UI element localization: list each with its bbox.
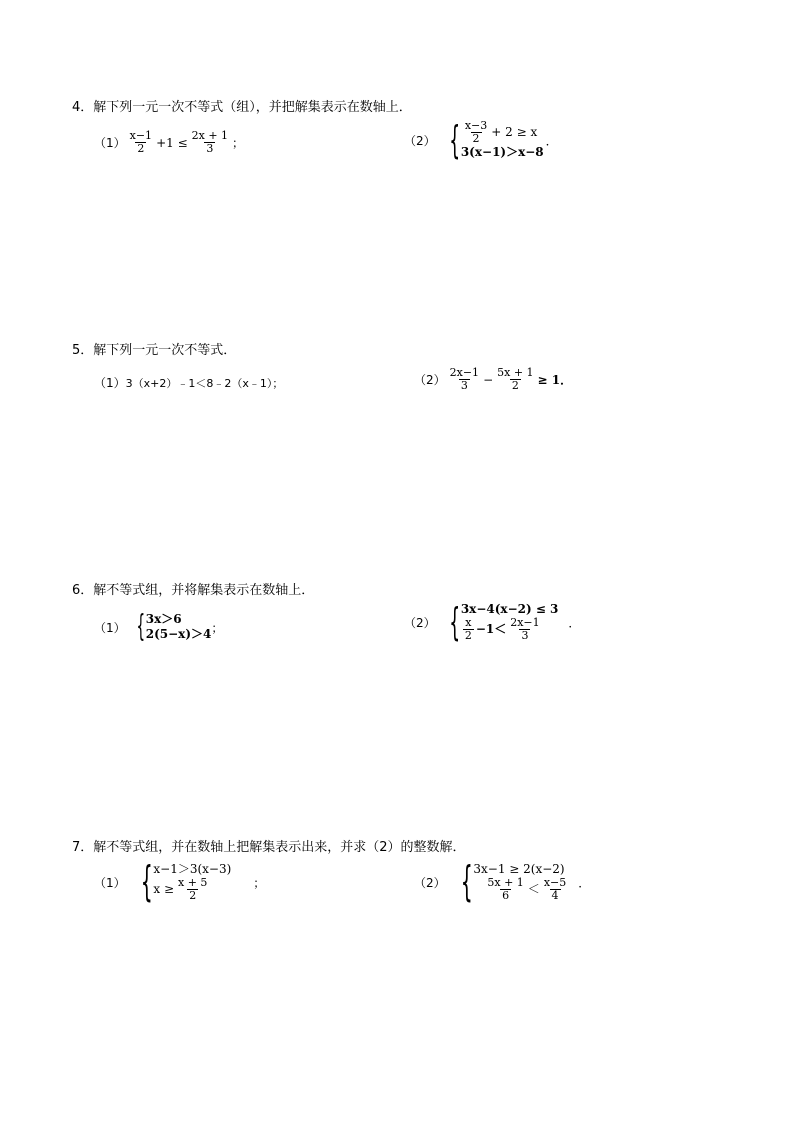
q6-heading: 6．解不等式组，并将解集表示在数轴上． <box>72 583 315 598</box>
q6-part1-system <box>126 609 212 644</box>
q7-part2-end: ． <box>578 875 591 890</box>
q6-part2-system <box>436 602 559 642</box>
fraction-denominator: 3 <box>460 379 468 392</box>
q6-part1-line2: 2(5−x)＞4 <box>145 627 212 641</box>
q5-part2 <box>414 367 572 392</box>
q6-part2-line2-mid: −1＜ <box>475 622 507 636</box>
q6-part1-end: ； <box>211 620 224 635</box>
q7-part2 <box>414 857 591 906</box>
fraction-denominator: 2 <box>511 379 519 392</box>
q4-part1-fraction-1 <box>128 130 154 155</box>
fraction-numerator: 5x + 1 <box>497 366 534 379</box>
q5-part2-rest: ≥ 1． <box>537 373 573 387</box>
fraction-numerator: x <box>465 616 472 629</box>
fraction-denominator: 4 <box>551 889 559 902</box>
fraction-numerator: 2x−1 <box>510 616 540 629</box>
fraction-denominator: 2 <box>137 142 145 155</box>
q5-part1 <box>94 374 283 391</box>
fraction-numerator: x−5 <box>543 876 567 889</box>
q4-part2-system <box>436 120 544 160</box>
q6-part2-end: ． <box>568 615 581 630</box>
q7-part1-line2-pre: x ≥ <box>153 882 175 896</box>
q5-part2-fraction-1 <box>448 367 481 392</box>
q7-part1-end: ； <box>253 875 266 890</box>
fraction-denominator: 3 <box>521 629 529 642</box>
fraction-denominator: 2 <box>189 889 197 902</box>
q6-part1 <box>94 609 224 644</box>
fraction-denominator: 3 <box>206 142 214 155</box>
q4-heading: 4．解下列一元一次不等式（组），并把解集表示在数轴上． <box>72 100 412 115</box>
q7-part1-line1: x−1＞3(x−3) <box>153 862 232 876</box>
q7-part1 <box>94 857 266 906</box>
q6-part1-line1: 3x＞6 <box>145 612 182 626</box>
left-brace-icon: { <box>460 857 473 906</box>
q5-part2-minus: − <box>483 372 494 387</box>
q4-part2 <box>404 120 558 160</box>
q7-part2-line2 <box>473 877 570 902</box>
left-brace-icon: { <box>136 609 145 644</box>
left-brace-icon: { <box>448 118 460 162</box>
q6-part2 <box>404 602 580 642</box>
q7-part1-label: （1） <box>94 875 126 890</box>
q7-part1-line2 <box>153 877 231 902</box>
q7-part2-system <box>446 857 571 906</box>
q4-part1-end: ； <box>232 136 245 150</box>
fraction-denominator: 2 <box>472 132 480 145</box>
q4-part1-operator: +1 ≤ <box>156 135 188 150</box>
q7-heading: 7．解不等式组，并在数轴上把解集表示出来，并求（2）的整数解． <box>72 840 466 855</box>
q4-part2-line1 <box>461 120 544 145</box>
q4-part2-end: ． <box>545 133 558 148</box>
q4-part2-line2: 3(x−1)＞x−8 <box>460 145 544 159</box>
q7-part2-line2-mid: ＜ <box>527 882 540 896</box>
q5-part1-label: （1） <box>94 376 126 390</box>
fraction-denominator: 6 <box>502 889 510 902</box>
q4-part2-label: （2） <box>404 133 436 148</box>
q4-part1-label: （1） <box>94 136 126 150</box>
q5-part1-expression: 3（x+2）﹣1＜8﹣2（x﹣1）； <box>125 376 284 390</box>
q4-part1-fraction-2 <box>190 130 230 155</box>
q4-part2-line1-rest: + 2 ≥ x <box>491 125 538 139</box>
q5-heading: 5．解下列一元一次不等式． <box>72 343 237 358</box>
fraction-numerator: x−3 <box>464 119 488 132</box>
q6-part2-line1: 3x−4(x−2) ≤ 3 <box>460 602 559 616</box>
fraction-numerator: 2x + 1 <box>191 129 229 142</box>
q7-part2-line1: 3x−1 ≥ 2(x−2) <box>473 862 565 876</box>
q5-part2-fraction-2 <box>495 367 535 392</box>
left-brace-icon: { <box>448 600 460 644</box>
fraction-numerator: 5x + 1 <box>487 876 524 889</box>
q6-part1-label: （1） <box>94 620 126 635</box>
q6-part2-line2 <box>461 617 559 642</box>
q5-part2-label: （2） <box>414 373 446 387</box>
fraction-numerator: x−1 <box>129 129 153 142</box>
q6-part2-label: （2） <box>404 615 436 630</box>
fraction-numerator: 2x−1 <box>449 366 480 379</box>
q7-part2-label: （2） <box>414 875 446 890</box>
fraction-denominator: 2 <box>464 629 472 642</box>
left-brace-icon: { <box>140 857 153 906</box>
q7-part1-system <box>126 857 232 906</box>
fraction-numerator: x + 5 <box>178 876 208 889</box>
q4-part1 <box>94 130 244 155</box>
